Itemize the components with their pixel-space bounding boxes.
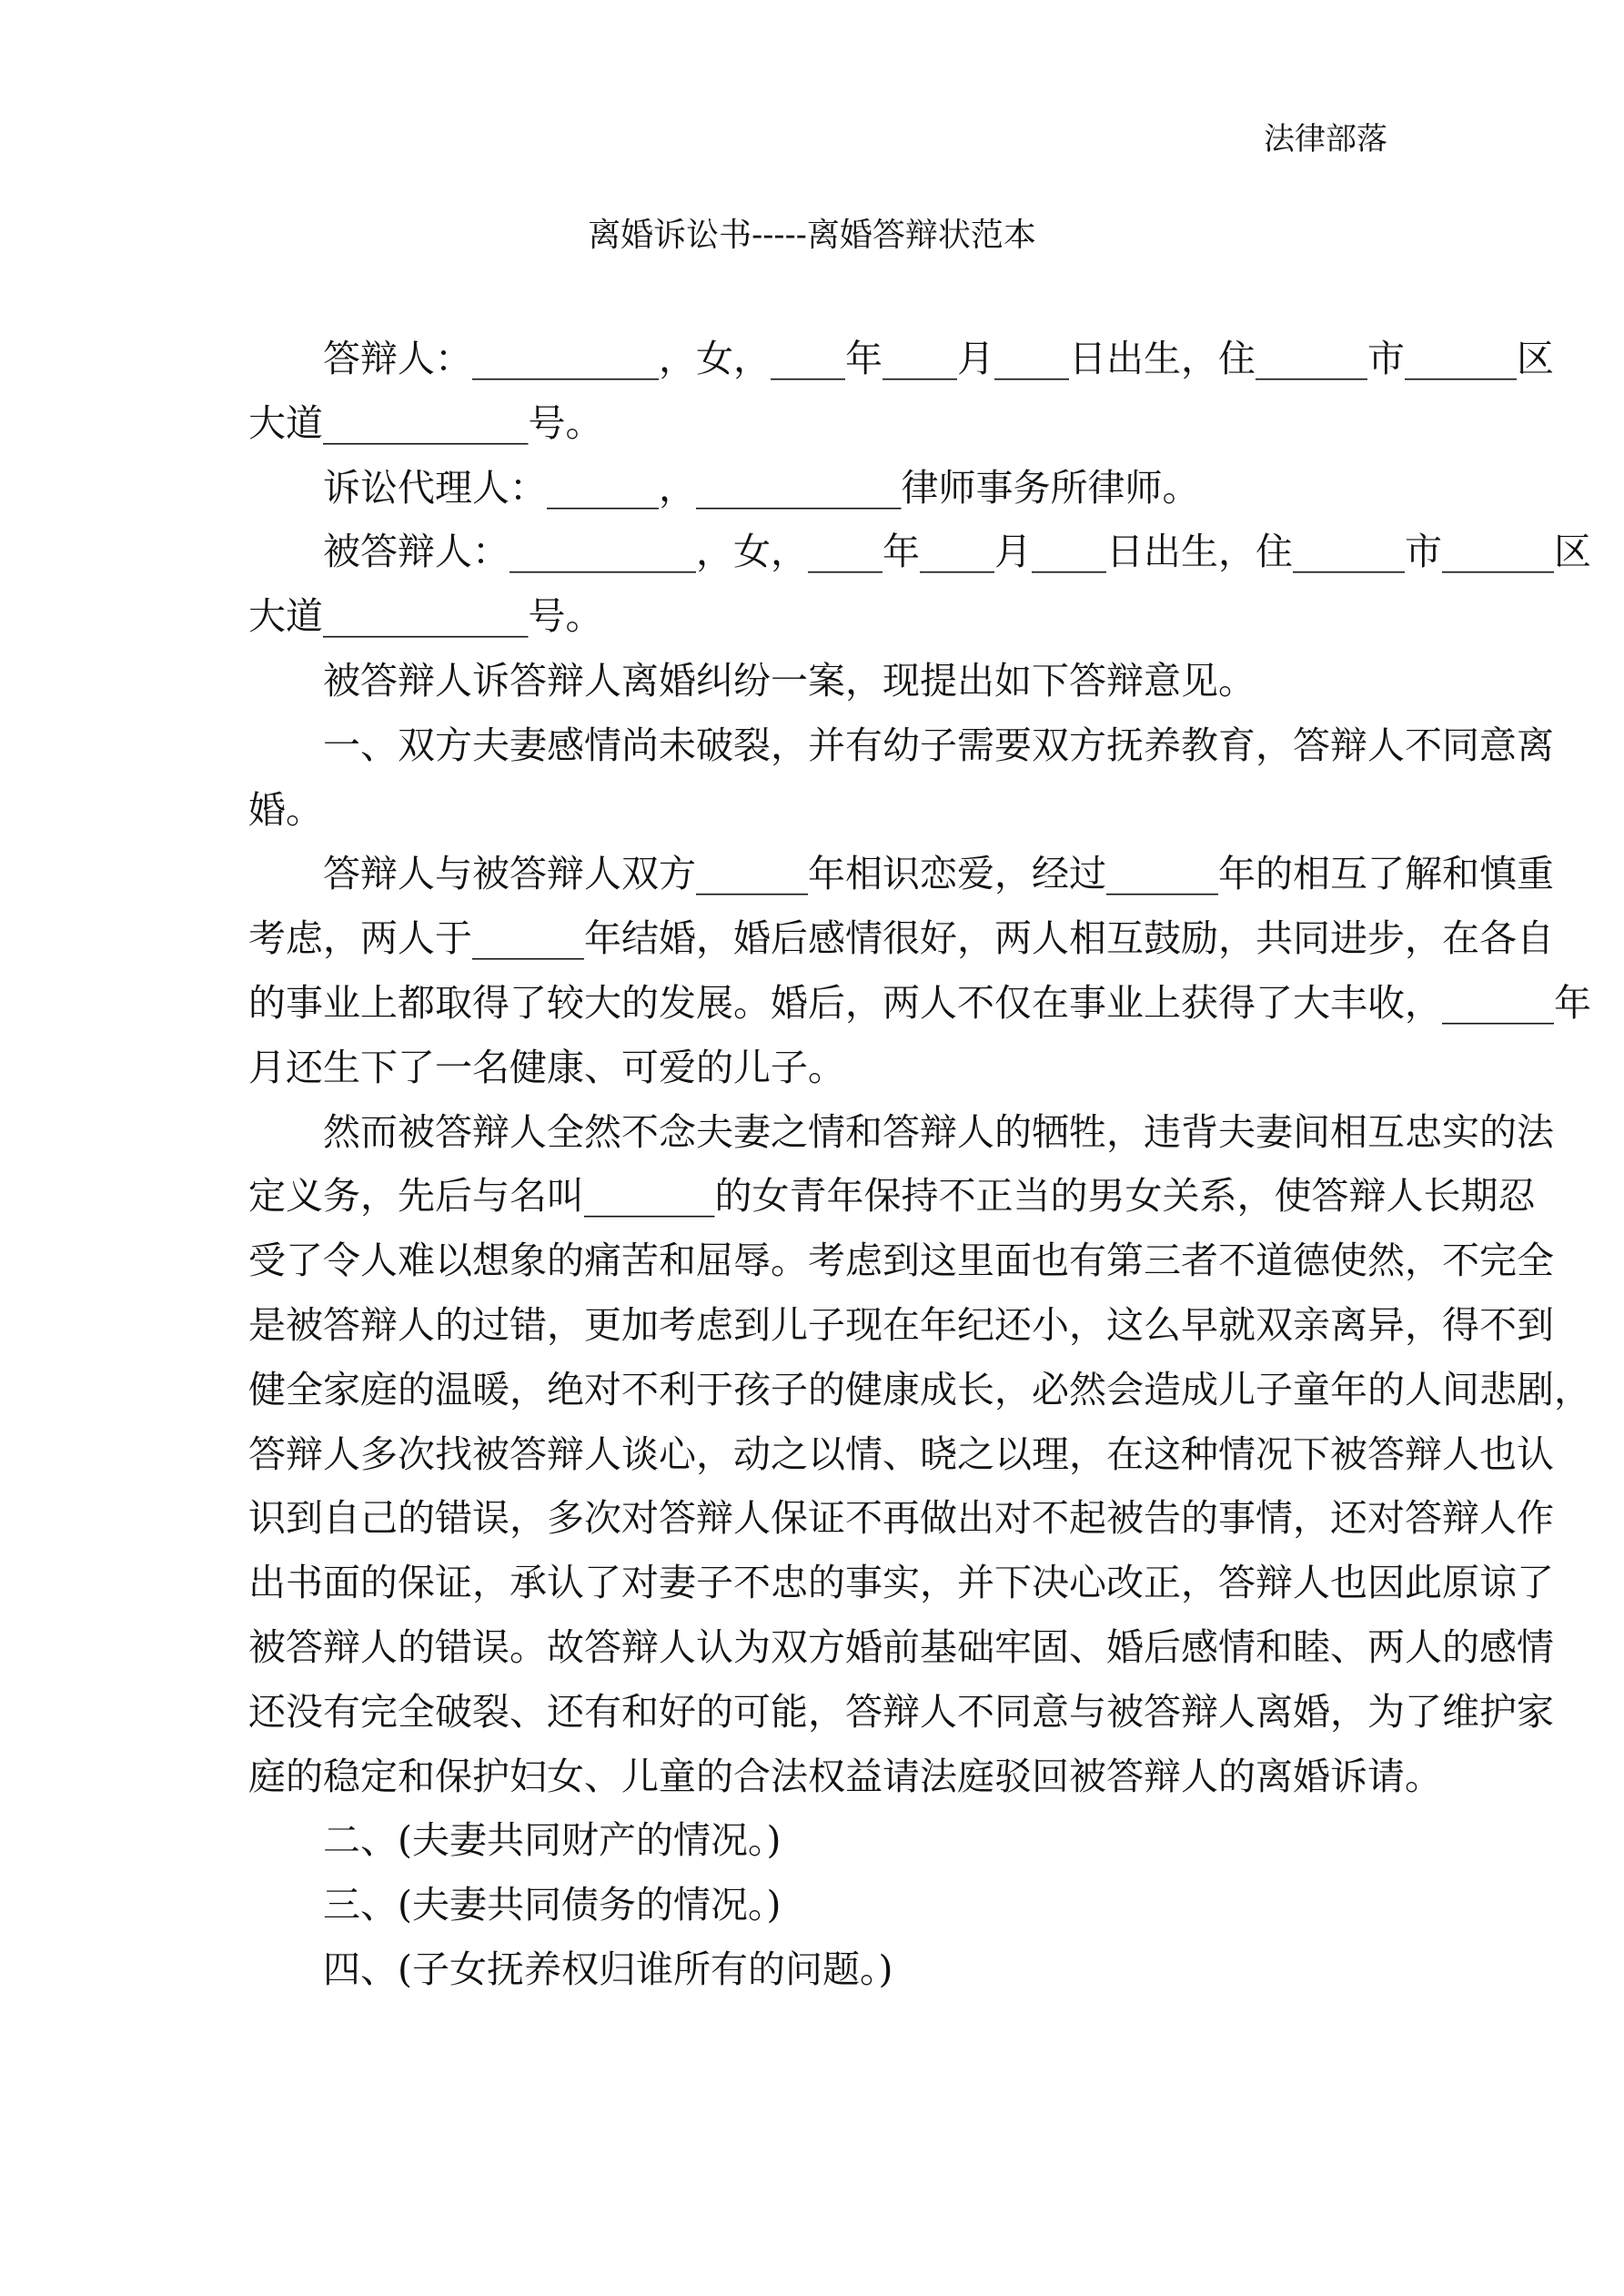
text-line: 识到自己的错误，多次对答辩人保证不再做出对不起被告的事情，还对答辩人作 [248, 1496, 1554, 1541]
text-line: 答辩人：__________，女，____年____月____日出生，住______市______区 [323, 337, 1554, 380]
text-line: 婚。 [248, 787, 323, 832]
header-source: 法律部落 [1264, 121, 1387, 157]
text-line: 被答辩人诉答辩人离婚纠纷一案，现提出如下答辩意见。 [323, 658, 1256, 703]
text-line: 答辩人多次找被答辩人谈心，动之以情、晓之以理，在这种情况下被答辩人也认 [248, 1431, 1554, 1476]
text-line: 的事业上都取得了较大的发展。婚后，两人不仅在事业上获得了大丰收，______年 [248, 980, 1591, 1025]
text-line: 二、(夫妻共同财产的情况。) [323, 1818, 782, 1863]
text-line: 大道___________号。 [248, 594, 603, 639]
text-line: 受了令人难以想象的痛苦和屈辱。考虑到这里面也有第三者不道德使然，不完全 [248, 1239, 1554, 1283]
text-line: 答辩人与被答辩人双方______年相识恋爱，经过______年的相互了解和慎重 [323, 852, 1554, 896]
text-line: 诉讼代理人：______，___________律师事务所律师。 [323, 465, 1200, 510]
text-line: 被答辩人的错误。故答辩人认为双方婚前基础牢固、婚后感情和睦、两人的感情 [248, 1624, 1554, 1669]
text-line: 庭的稳定和保护妇女、儿童的合法权益请法庭驳回被答辩人的离婚诉请。 [248, 1754, 1442, 1798]
text-line: 一、双方夫妻感情尚未破裂，并有幼子需要双方抚养教育，答辩人不同意离 [323, 723, 1554, 767]
text-line: 还没有完全破裂、还有和好的可能，答辩人不同意与被答辩人离婚，为了维护家 [248, 1689, 1554, 1734]
text-line: 是被答辩人的过错，更加考虑到儿子现在年纪还小，这么早就双亲离异，得不到 [248, 1302, 1554, 1347]
text-line: 三、(夫妻共同债务的情况。) [323, 1883, 782, 1927]
text-line: 出书面的保证，承认了对妻子不忠的事实，并下决心改正，答辩人也因此原谅了 [248, 1561, 1554, 1605]
text-line: 定义务，先后与名叫_______的女青年保持不正当的男女关系，使答辩人长期忍 [248, 1174, 1536, 1219]
text-line: 大道___________号。 [248, 400, 603, 445]
text-line: 四、(子女抚养权归谁所有的问题。) [323, 1947, 893, 1991]
document-title: 离婚诉讼书-----离婚答辩状范本 [588, 217, 1036, 254]
text-line: 月还生下了一名健康、可爱的儿子。 [248, 1045, 845, 1089]
document-body [248, 327, 1591, 2002]
text-line: 然而被答辩人全然不念夫妻之情和答辩人的牺牲，违背夫妻间相互忠实的法 [323, 1109, 1554, 1154]
text-line: 考虑，两人于______年结婚，婚后感情很好，两人相互鼓励，共同进步，在各自 [248, 916, 1554, 961]
text-line: 被答辩人：__________，女，____年____月____日出生，住______市______区 [323, 530, 1591, 574]
text-line: 健全家庭的温暖，绝对不利于孩子的健康成长，必然会造成儿子童年的人间悲剧， [248, 1367, 1591, 1411]
